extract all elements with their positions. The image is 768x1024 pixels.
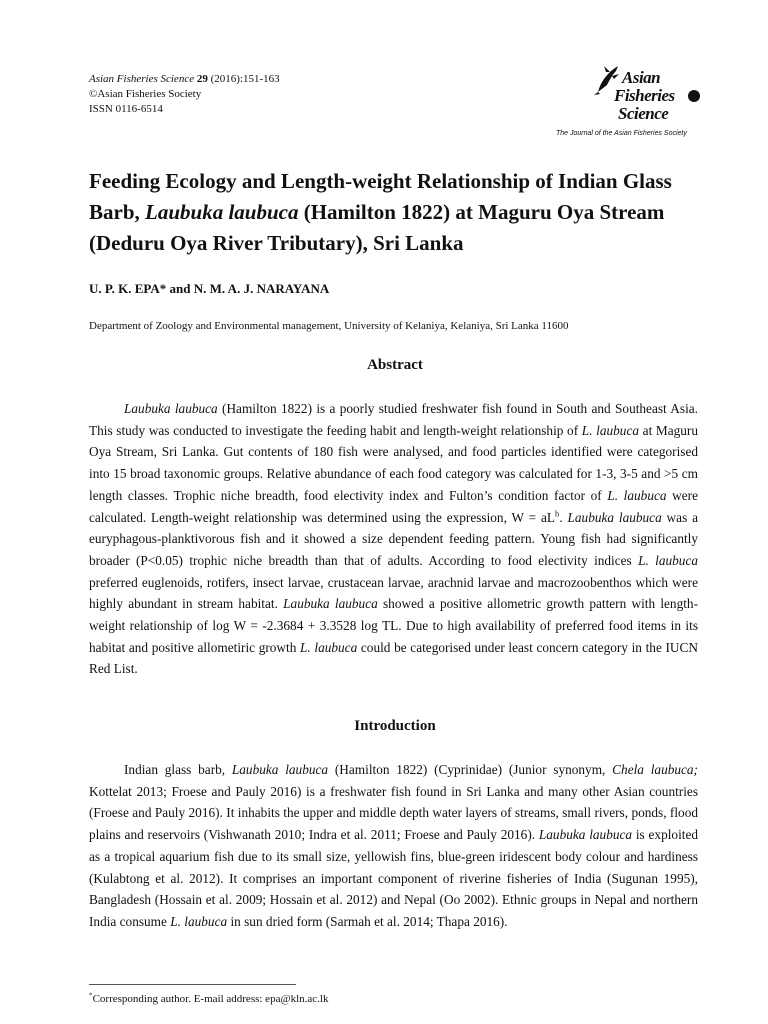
year-pages: (2016):151-163	[210, 73, 280, 85]
intro-text: Indian glass barb,	[124, 762, 232, 777]
introduction-heading: Introduction	[354, 718, 436, 734]
species-name: L. laubuca	[581, 422, 640, 438]
footnote	[89, 993, 328, 1005]
affiliation: Department of Zoology and Environmental management, University of Kelaniya, Kelaniya, Sri Lanka 11600	[89, 320, 569, 332]
logo-line-fisheries: Fisheries	[614, 86, 675, 105]
species-name: Laubuka laubuca	[231, 762, 329, 777]
species-name: L. laubuca	[170, 913, 228, 929]
title-part-2: (Hamilton 1822) at Maguru Oya Stream (Deduru Oya River Tributary), Sri Lanka	[89, 200, 665, 255]
abstract-text: could be categorised under least concern category in the IUCN Red List.	[89, 639, 699, 677]
intro-text: in sun dried form (Sarmah et al. 2014; Thapa 2016).	[227, 913, 508, 929]
species-name: Laubuka laubuca	[538, 827, 633, 843]
species-name: L. laubuca	[300, 639, 358, 655]
title-part-1: Feeding Ecology and Length-weight Relationship of Indian Glass Barb,	[89, 169, 672, 224]
logo-line-science: Science	[618, 104, 669, 123]
logo-tagline: The Journal of the Asian Fisheries Society	[556, 130, 687, 137]
intro-text: (Hamilton 1822) (Cyprinidae) (Junior synonym,	[328, 762, 613, 777]
footnote-divider	[89, 984, 296, 985]
species-name: L. laubuca	[607, 487, 667, 503]
journal-name: Asian Fisheries Science	[89, 73, 195, 85]
introduction-paragraph	[89, 759, 698, 933]
species-name: Laubuka laubuca	[567, 509, 662, 525]
abstract-text: were calculated. Length-weight relationship was determined using the expression, W = aL	[89, 487, 698, 525]
footnote-text: Corresponding author. E-mail address: epa@kln.ac.lk	[92, 993, 329, 1005]
abstract-paragraph	[89, 398, 698, 680]
issn-line: ISSN 0116-6514	[89, 103, 163, 115]
species-name: Chela laubuca;	[612, 762, 698, 777]
intro-text: Kottelat 2013; Froese and Pauly 2016) is a freshwater fish found in Sri Lanka and many other Asian countries (Froese and Pauly 2016). It inhabits the upper and middle depth water layers of streams, small rivers, ponds, flood plains and reservoirs (Vishwanath 2010; Indra et al. 2011; Froese and Pauly 2016).	[89, 783, 698, 843]
copyright-line: ©Asian Fisheries Society	[89, 88, 202, 100]
abstract-text: .	[559, 509, 568, 525]
abstract-text: (Hamilton 1822) is a poorly studied freshwater fish found in South and Southeast Asia. This study was conducted to investigate the feeding habit and length-weight relationship of	[89, 401, 699, 438]
species-name: Laubuka laubuca	[283, 596, 378, 612]
species-name: Laubuka laubuca	[124, 401, 218, 416]
volume-number: 29	[196, 73, 208, 85]
abstract-heading: Abstract	[367, 357, 423, 373]
journal-logo	[558, 60, 708, 146]
abstract-text: at Maguru Oya Stream, Sri Lanka. Gut contents of 180 fish were analysed, and food particles identified were categorised into 15 broad taxonomic groups. Relative abundance of each food category was calculated for 1-3, 3-5 and >5 cm length classes. Trophic niche breadth, food electivity index and Fulton’s condition factor of	[89, 422, 699, 503]
footnote-mark: *	[89, 991, 93, 1000]
logo-line-asian: Asian	[622, 68, 661, 87]
abstract-text: showed a positive allometric growth pattern with length-weight relationship of log W = -2.3684 + 3.3528 log TL. Due to high availability of preferred food items in its habitat and positive allometiric growth	[89, 596, 698, 655]
logo-dot-icon	[688, 90, 700, 102]
exponent: b	[555, 508, 560, 519]
paper-title	[89, 166, 701, 259]
citation-line	[89, 72, 280, 87]
intro-text: is exploited as a tropical aquarium fish due to its small size, yellowish fins, blue-green iridescent body colour and hardiness (Kulabtong et al. 2012). It comprises an important component of riverine fisheries of India (Sugunan 1995), Bangladesh (Hossain et al. 2009; Hossain et al. 2012) and Nepal (Oo 2002). Ethnic groups in Nepal and northern India consume	[89, 827, 699, 929]
author-list: U. P. K. EPA* and N. M. A. J. NARAYANA	[89, 281, 330, 296]
species-name: L. laubuca	[638, 552, 699, 568]
title-species: Laubuka laubuca	[145, 200, 299, 224]
abstract-text: was a euryphagous-planktivorous fish and it showed a size dependent feeding pattern. Young fish had significantly broader (P<0.05) trophic niche breadth than that of adults. According to food electivity indices	[89, 509, 698, 568]
journal-citation	[89, 72, 280, 117]
abstract-text: preferred euglenoids, rotifers, insect larvae, crustacean larvae, arachnid larvae and macrozoobenthos which were highly abundant in stream habitat.	[89, 574, 698, 612]
